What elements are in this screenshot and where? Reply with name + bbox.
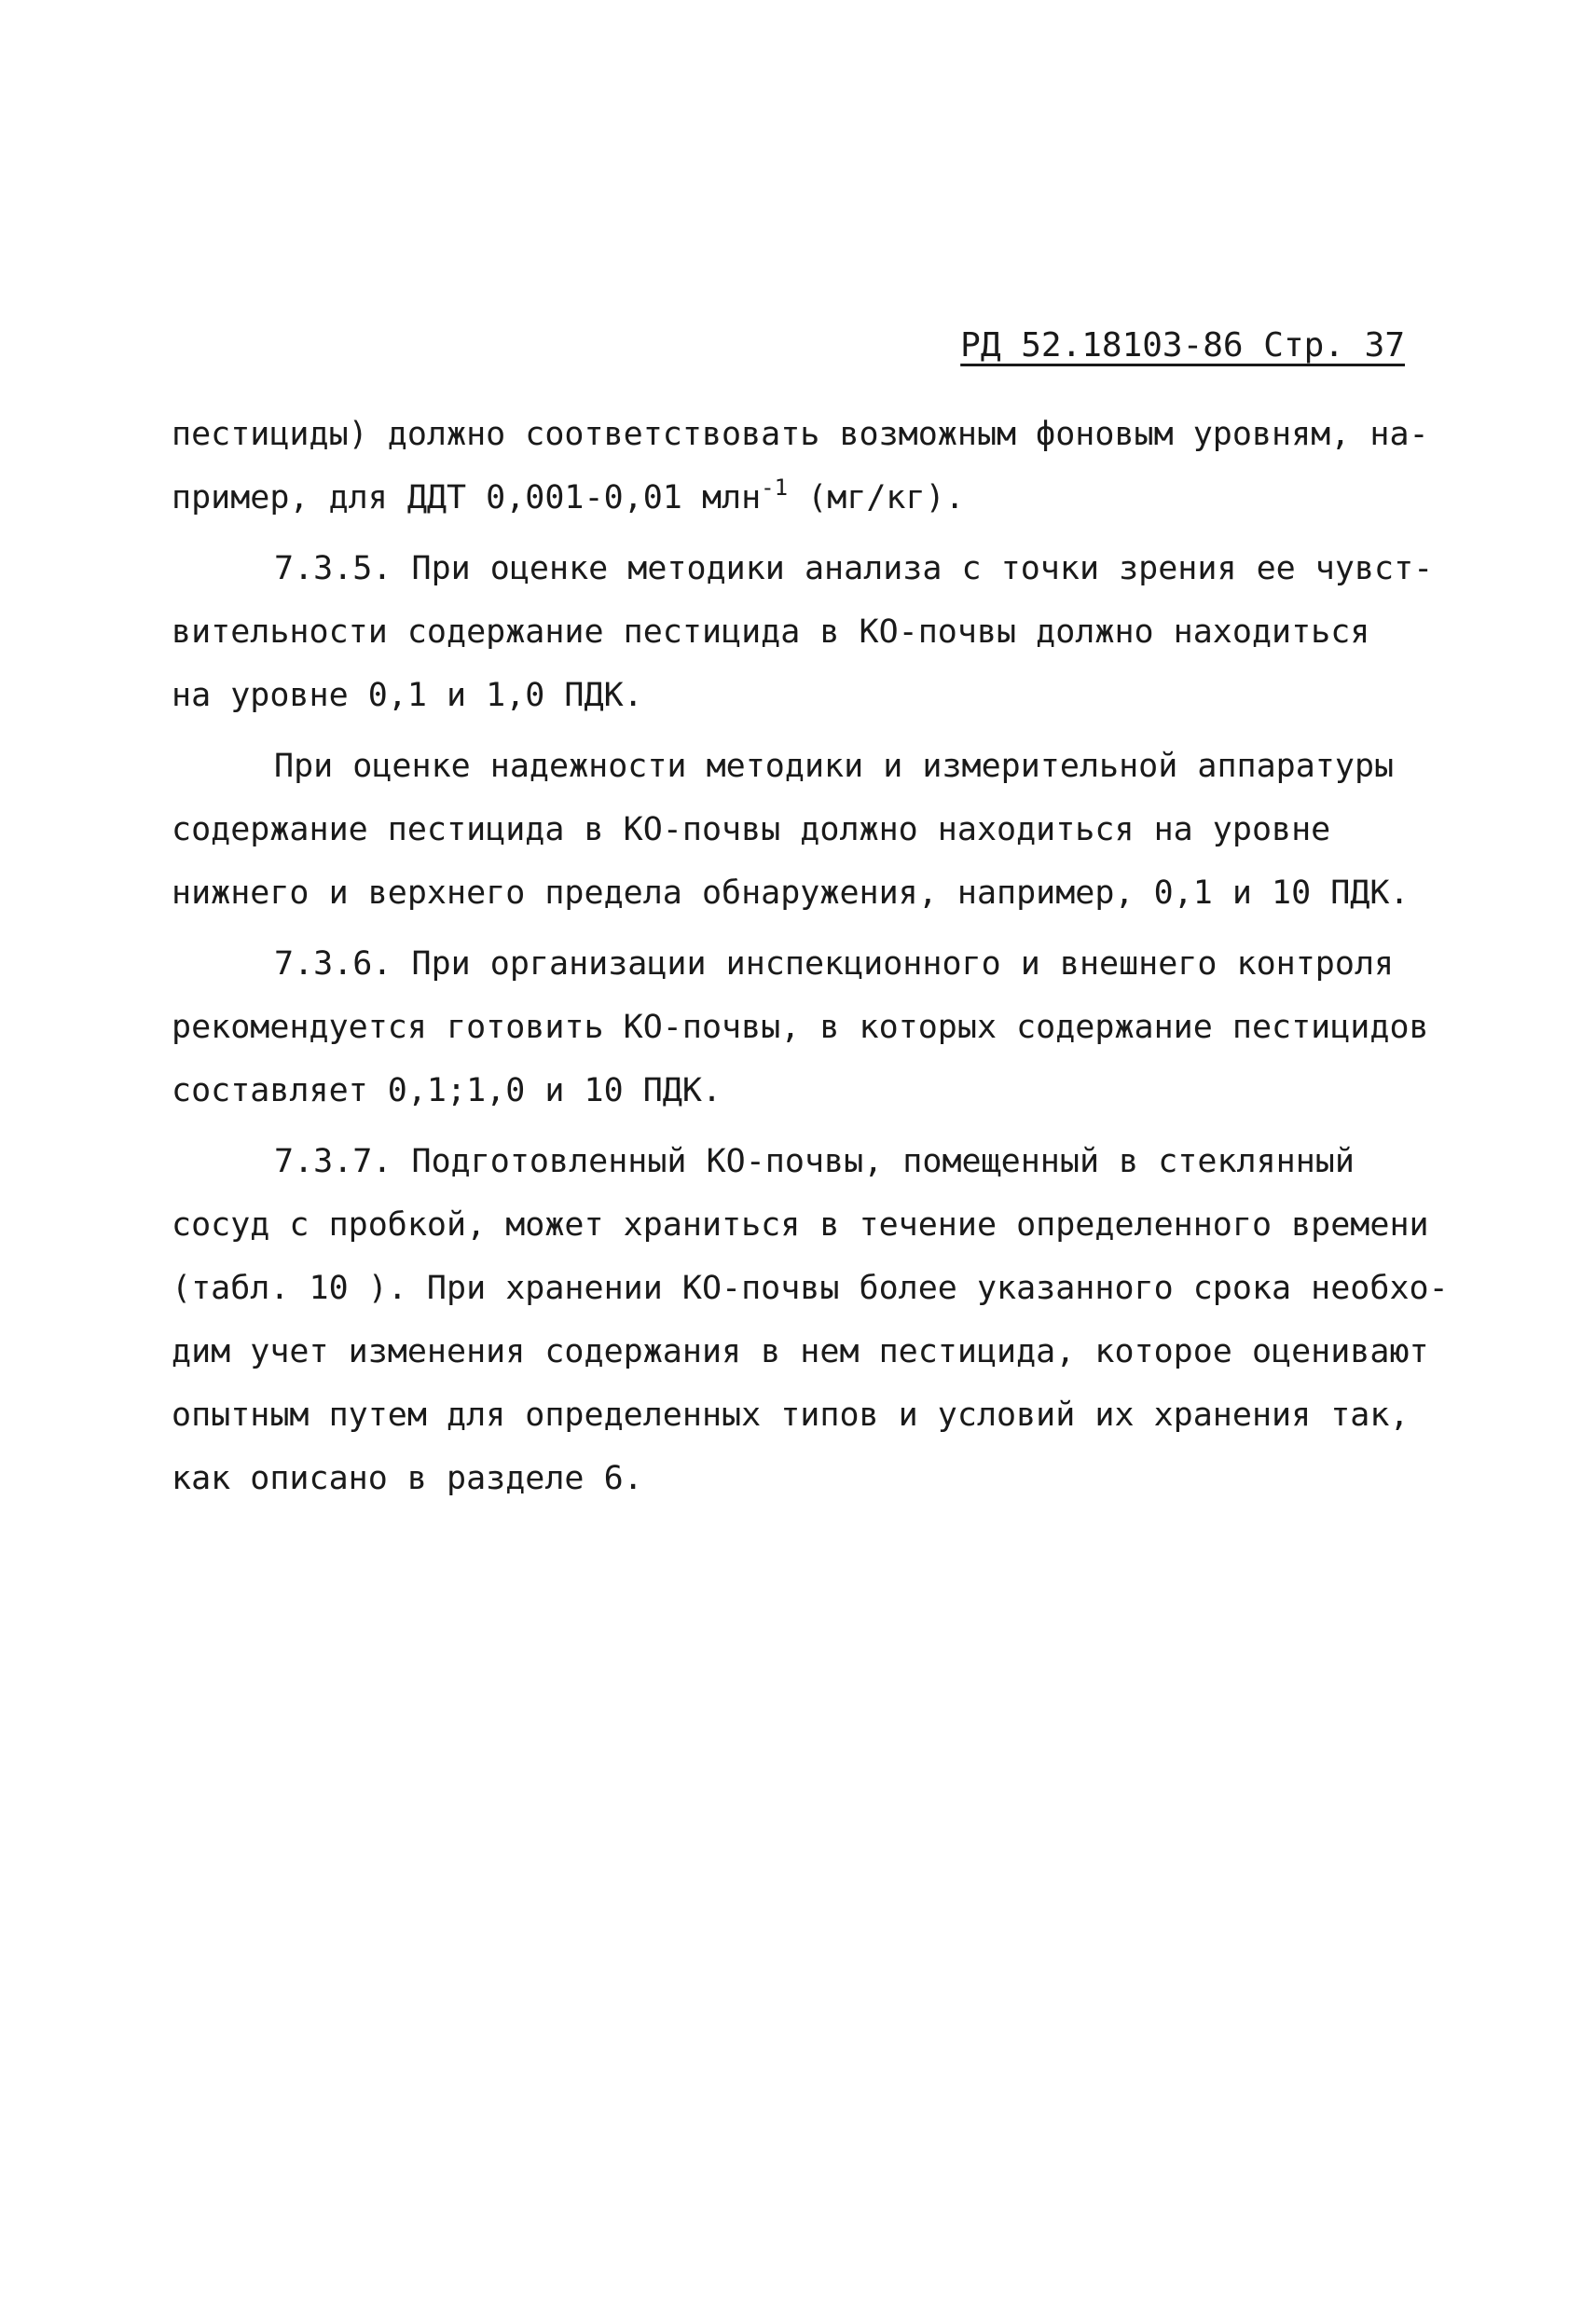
paragraph-7-3-7-start: 7.3.7. Подготовленный КО-почвы, помещенный в стеклянный bbox=[274, 1143, 1355, 1180]
text-line-with-superscript bbox=[172, 466, 1421, 530]
paragraph-7-3-5-start: 7.3.5. При оценке методики анализа с точки зрения ее чувст- bbox=[274, 550, 1434, 587]
paragraph-start: При оценке надежности методики и измерительной аппаратуры bbox=[274, 748, 1395, 785]
document-reference: РД 52.18103-86 Стр. 37 bbox=[960, 326, 1405, 365]
text-line: опытным путем для определенных типов и условий их хранения так, bbox=[172, 1397, 1410, 1434]
text-line: сосуд с пробкой, может храниться в течение определенного времени bbox=[172, 1206, 1429, 1244]
paragraph-7-3-6-start: 7.3.6. При организации инспекционного и внешнего контроля bbox=[274, 945, 1395, 983]
text-fragment: (мг/кг). bbox=[788, 479, 965, 516]
text-line: составляет 0,1;1,0 и 10 ПДК. bbox=[172, 1072, 722, 1109]
text-line: (табл. 10 ). При хранении КО-почвы более указанного срока необхо- bbox=[172, 1270, 1449, 1307]
text-line: как описано в разделе 6. bbox=[172, 1460, 643, 1497]
text-line: содержание пестицида в КО-почвы должно находиться на уровне bbox=[172, 811, 1331, 848]
text-line: нижнего и верхнего предела обнаружения, например, 0,1 и 10 ПДК. bbox=[172, 874, 1410, 912]
text-fragment: пример, для ДДТ 0,001-0,01 млн bbox=[172, 479, 762, 516]
text-line: рекомендуется готовить КО-почвы, в которых содержание пестицидов bbox=[172, 1009, 1429, 1046]
text-line: дим учет изменения содержания в нем пестицида, которое оценивают bbox=[172, 1333, 1429, 1370]
page-header bbox=[960, 326, 1405, 365]
text-line: на уровне 0,1 и 1,0 ПДК. bbox=[172, 677, 643, 714]
document-body bbox=[172, 403, 1449, 1510]
superscript: -1 bbox=[761, 475, 789, 501]
text-line: пестициды) должно соответствовать возможным фоновым уровням, на- bbox=[172, 416, 1429, 453]
text-line: вительности содержание пестицида в КО-почвы должно находиться bbox=[172, 613, 1370, 651]
